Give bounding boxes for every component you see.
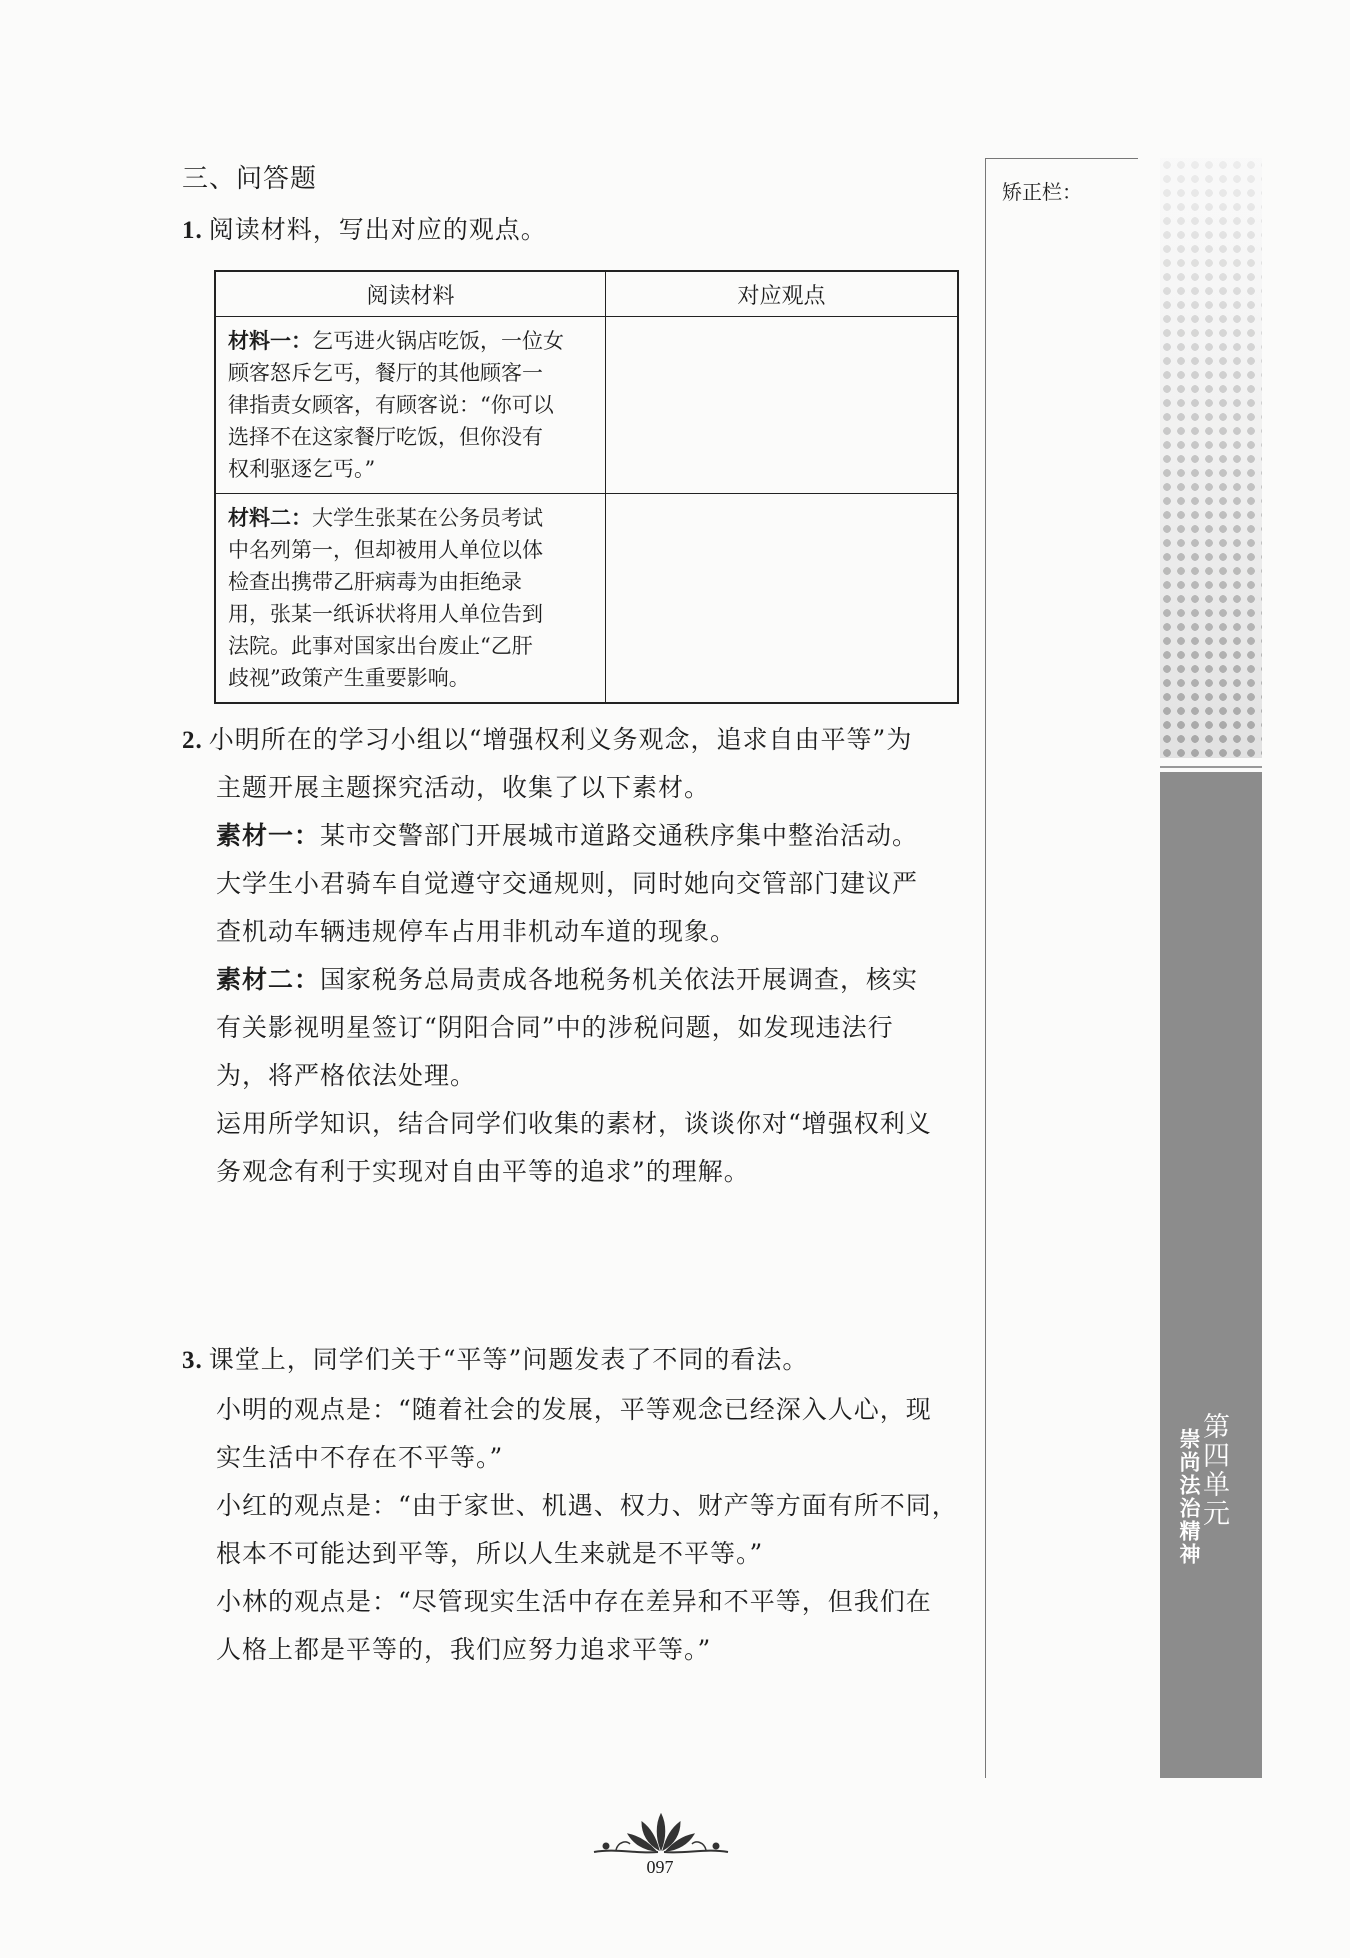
q3-opinion-line: 实生活中不存在不平等。” xyxy=(216,1443,504,1472)
material-one-cell xyxy=(215,317,606,494)
table-header-viewpoint: 对应观点 xyxy=(606,271,959,317)
q3-opinion-line: 小红的观点是：“由于家世、机遇、权力、财产等方面有所不同， xyxy=(216,1491,958,1520)
q2-intro-text: 小明所在的学习小组以“增强权利义务观念，追求自由平等”为 xyxy=(208,725,913,754)
material-two-line: 大学生张某在公务员考试 xyxy=(312,506,543,530)
q2-material-one-label: 素材一： xyxy=(216,821,321,850)
q3-number: 3. xyxy=(182,1347,203,1374)
materials-table xyxy=(214,270,959,704)
material-one-line: 顾客怒斥乞丐，餐厅的其他顾客一 xyxy=(228,361,543,385)
material-two-line: 法院。此事对国家出台废止“乙肝 xyxy=(228,634,533,658)
material-two-cell xyxy=(215,494,606,704)
q2-material-two-line: 为，将严格依法处理。 xyxy=(216,1061,477,1090)
q3-opinion-line: 人格上都是平等的，我们应努力追求平等。” xyxy=(216,1635,712,1664)
material-two-line: 中名列第一，但却被用人单位以体 xyxy=(228,538,543,562)
unit-strip xyxy=(1160,158,1262,1778)
q3-opinion-line: 小明的观点是：“随着社会的发展，平等观念已经深入人心，现 xyxy=(216,1395,932,1424)
q2-material-two-line xyxy=(216,960,918,996)
correction-column xyxy=(985,158,1138,1778)
material-one-line: 律指责女顾客，有顾客说：“你可以 xyxy=(228,393,554,417)
material-two-line: 用，张某一纸诉状将用人单位告到 xyxy=(228,602,543,626)
material-one-label: 材料一： xyxy=(228,329,312,353)
correction-column-topline xyxy=(986,158,1138,159)
unit-strip-gray-band xyxy=(1160,772,1262,1778)
q2-material-two-line: 有关影视明星签订“阴阳合同”中的涉税问题，如发现违法行 xyxy=(216,1013,894,1042)
q1-text: 阅读材料，写出对应的观点。 xyxy=(208,215,547,244)
section-title: 三、问答题 xyxy=(182,164,318,194)
q1-prompt xyxy=(182,210,547,246)
halftone-pattern xyxy=(1160,158,1262,758)
correction-label: 矫正栏： xyxy=(1002,180,1082,204)
q3-opinion-line: 小林的观点是：“尽管现实生活中存在差异和不平等，但我们在 xyxy=(216,1587,932,1616)
q3-intro-line xyxy=(182,1340,808,1376)
q2-intro-line: 主题开展主题探究活动，收集了以下素材。 xyxy=(216,773,711,802)
material-two-label: 材料二： xyxy=(228,506,312,530)
material-one-line: 乞丐进火锅店吃饭，一位女 xyxy=(312,329,564,353)
q2-number: 2. xyxy=(182,727,203,754)
strip-divider xyxy=(1160,766,1262,768)
viewpoint-two-answer-cell[interactable] xyxy=(606,494,959,704)
table-row xyxy=(215,494,958,704)
q2-intro-line xyxy=(182,720,912,756)
q2-material-two-text: 国家税务总局责成各地税务机关依法开展调查，核实 xyxy=(320,965,919,994)
table-header-material: 阅读材料 xyxy=(215,271,606,317)
viewpoint-one-answer-cell[interactable] xyxy=(606,317,959,494)
q2-material-one-text: 某市交警部门开展城市道路交通秩序集中整治活动。 xyxy=(320,821,919,850)
floral-ornament-icon xyxy=(586,1810,736,1860)
material-one-line: 权利驱逐乞丐。” xyxy=(228,457,376,481)
q2-material-two-label: 素材二： xyxy=(216,965,321,994)
material-two-line: 歧视”政策产生重要影响。 xyxy=(228,666,470,690)
q2-material-one-line: 大学生小君骑车自觉遵守交通规则，同时她向交管部门建议严 xyxy=(216,869,919,898)
q2-material-one-line: 查机动车辆违规停车占用非机动车道的现象。 xyxy=(216,917,737,946)
q2-task-line: 务观念有利于实现对自由平等的追求”的理解。 xyxy=(216,1157,750,1186)
material-one-line: 选择不在这家餐厅吃饭，但你没有 xyxy=(228,425,543,449)
q2-task-line: 运用所学知识，结合同学们收集的素材，谈谈你对“增强权利义 xyxy=(216,1109,932,1138)
q3-opinion-line: 根本不可能达到平等，所以人生来就是不平等。” xyxy=(216,1539,764,1568)
q1-number: 1. xyxy=(182,217,203,244)
material-two-line: 检查出携带乙肝病毒为由拒绝录 xyxy=(228,570,522,594)
table-row xyxy=(215,317,958,494)
q3-intro-text: 课堂上，同学们关于“平等”问题发表了不同的看法。 xyxy=(208,1345,809,1374)
page-number: 097 xyxy=(646,1857,674,1877)
q2-material-one-line xyxy=(216,816,918,852)
unit-title: 第四单元 xyxy=(1198,1412,1229,1528)
unit-subtitle: 崇尚法治精神 xyxy=(1177,1428,1201,1566)
